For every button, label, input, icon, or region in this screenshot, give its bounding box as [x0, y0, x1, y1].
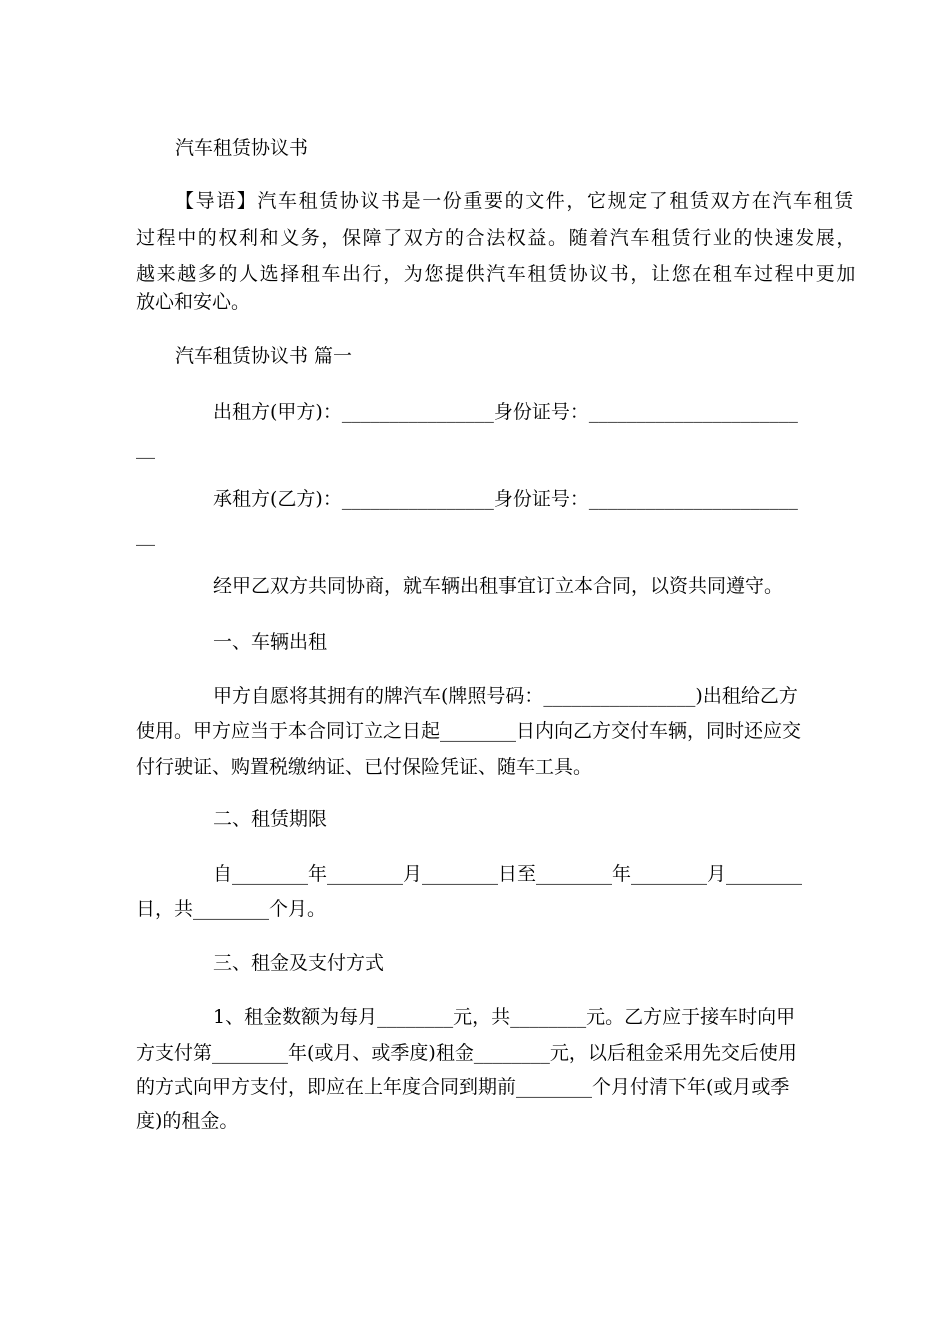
intro-line-4: 放心和安心。: [136, 291, 251, 313]
clause-2-line-1: 自________年________月________日至________年________月________: [213, 863, 803, 885]
clause-3-line-2: 方支付第________年(或月、或季度)租金________元，以后租金采用先交后使用: [136, 1042, 797, 1064]
lessor-line: 出租方(甲方)：________________身份证号：______________________: [213, 401, 798, 423]
clause-3-line-4: 度)的租金。: [136, 1110, 239, 1132]
clause-2-heading: 二、租赁期限: [213, 808, 328, 830]
clause-1-line-2: 使用。甲方应当于本合同订立之日起________日内向乙方交付车辆，同时还应交: [136, 720, 802, 742]
lessee-line-continuation: __: [136, 524, 155, 546]
lessee-line: 承租方(乙方)：________________身份证号：______________________: [213, 488, 798, 510]
lessor-line-continuation: __: [136, 437, 155, 459]
clause-3-line-1: 1、租金数额为每月________元，共________元。乙方应于接车时向甲: [213, 1006, 796, 1028]
clause-1-line-1: 甲方自愿将其拥有的牌汽车(牌照号码：________________)出租给乙方: [213, 685, 798, 707]
clause-1-line-3: 付行驶证、购置税缴纳证、已付保险凭证、随车工具。: [136, 756, 593, 778]
intro-line-2: 过程中的权利和义务，保障了双方的合法权益。随着汽车租赁行业的快速发展，: [136, 227, 858, 249]
document-title: 汽车租赁协议书: [175, 137, 309, 159]
clause-3-line-3: 的方式向甲方支付，即应在上年度合同到期前________个月付清下年(或月或季: [136, 1076, 790, 1098]
intro-line-1: 【导语】汽车租赁协议书是一份重要的文件，它规定了租赁双方在汽车租赁: [175, 190, 855, 212]
clause-3-heading: 三、租金及支付方式: [213, 952, 385, 974]
agreement-statement: 经甲乙双方共同协商，就车辆出租事宜订立本合同，以资共同遵守。: [213, 575, 784, 597]
intro-line-3: 越来越多的人选择租车出行，为您提供汽车租赁协议书，让您在租车过程中更加: [136, 263, 858, 285]
clause-1-heading: 一、车辆出租: [213, 631, 328, 653]
clause-2-line-2: 日，共________个月。: [136, 898, 327, 920]
section-title: 汽车租赁协议书 篇一: [175, 345, 353, 367]
